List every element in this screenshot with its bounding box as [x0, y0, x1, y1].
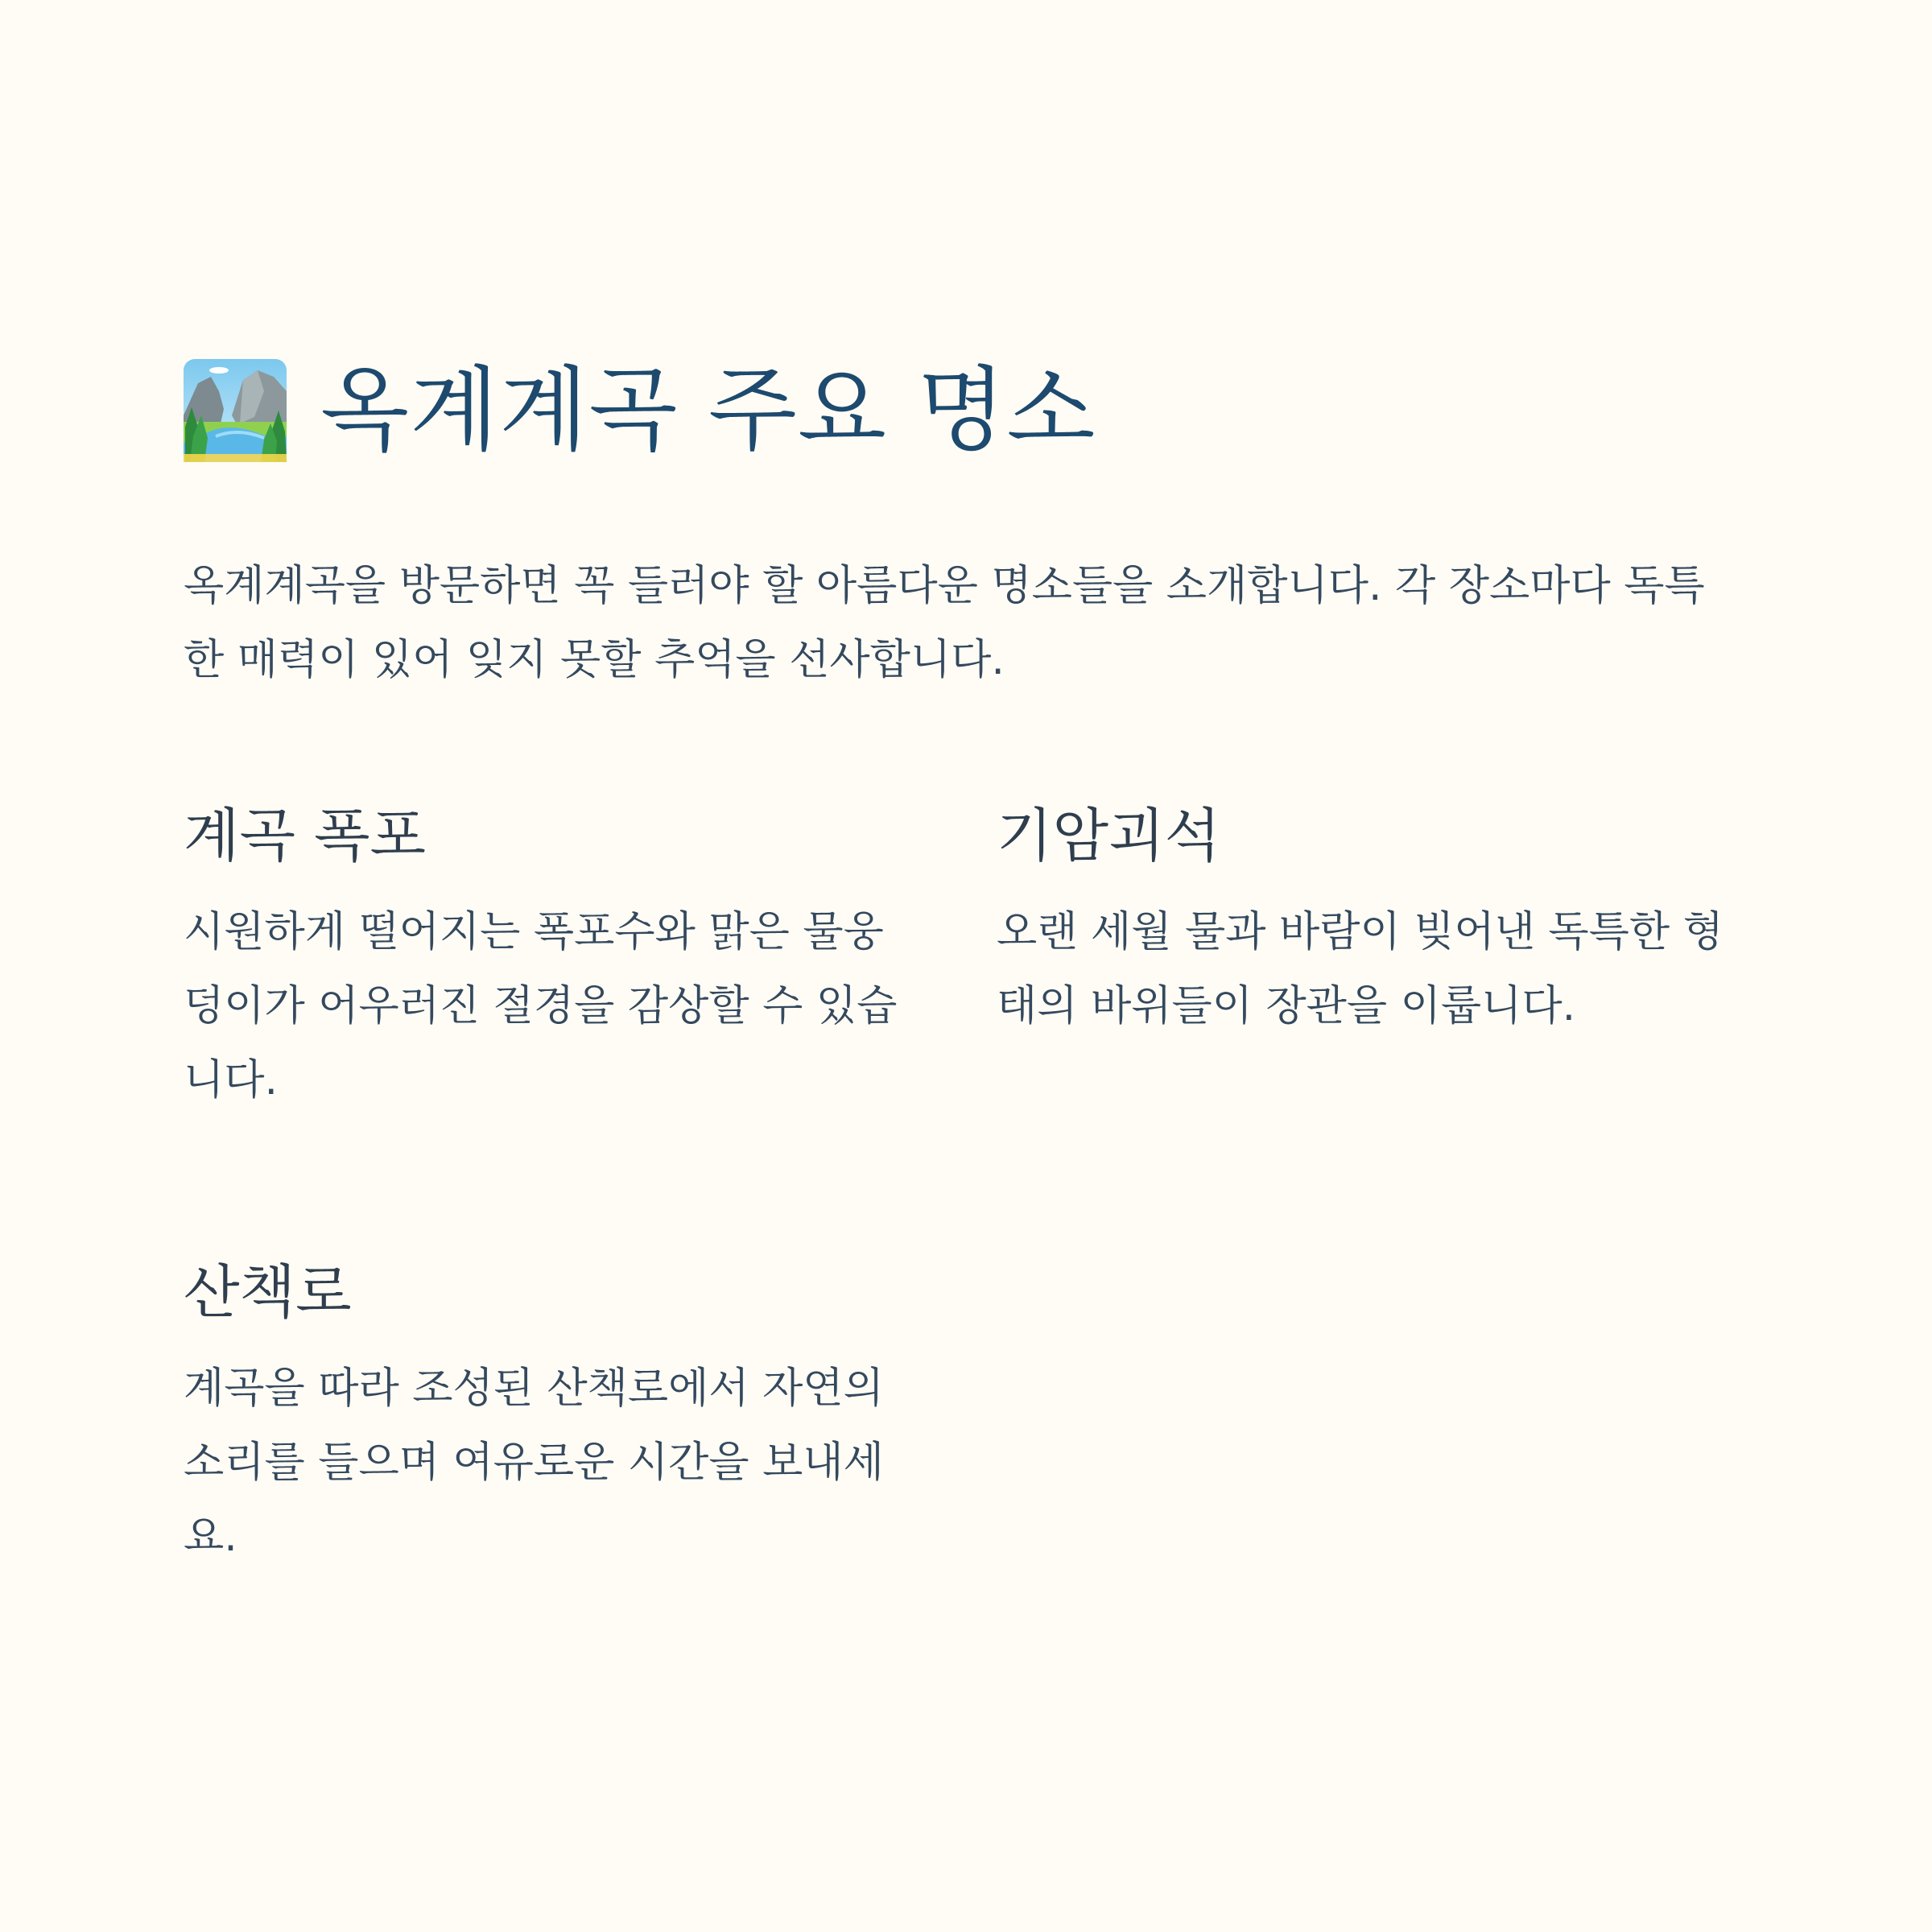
- attraction-title: 기암괴석: [997, 802, 1221, 869]
- content-page: [184, 354, 1724, 1561]
- attraction-title: 산책로: [184, 1258, 352, 1326]
- intro-paragraph: 옥계계곡을 방문하면 꼭 들러야 할 아름다운 명소들을 소개합니다. 각 장소마다 독특한 매력이 있어 잊지 못할 추억을 선사합니다.: [184, 562, 1705, 684]
- attraction-card-rocks: [997, 797, 1737, 1043]
- attraction-card-trail: [184, 1253, 924, 1574]
- attraction-title: 계곡 폭포: [184, 802, 427, 869]
- attraction-description: 계곡을 따라 조성된 산책로에서 자연의 소리를 들으며 여유로운 시간을 보내세요.: [184, 1364, 884, 1561]
- attraction-description: 시원하게 떨어지는 폭포수와 맑은 물웅덩이가 어우러진 절경을 감상할 수 있습니다.: [184, 908, 898, 1104]
- national-park-icon: [184, 359, 287, 462]
- attraction-description: 오랜 세월 물과 바람이 빚어낸 독특한 형태의 바위들이 장관을 이룹니다.: [997, 908, 1724, 1030]
- attractions-grid: [184, 797, 1724, 1602]
- attraction-card-waterfall: [184, 797, 924, 1117]
- page-title: 옥계계곡 주요 명소: [320, 357, 1096, 464]
- title-row: [184, 354, 1713, 467]
